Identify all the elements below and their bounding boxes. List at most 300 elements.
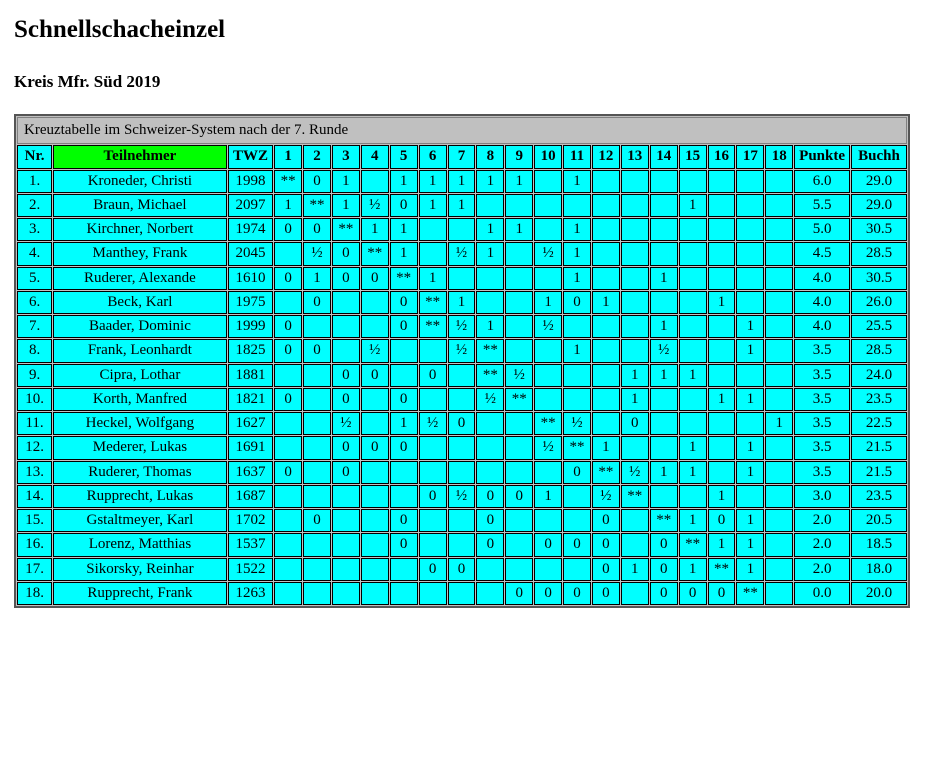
column-header-round-16: 16: [708, 145, 736, 168]
cell-result: 1: [274, 194, 302, 217]
cell-buchholz: 28.5: [851, 339, 907, 362]
cell-result: 1: [650, 315, 678, 338]
table-row: [17, 436, 907, 459]
cell-result: 0: [390, 533, 418, 556]
cell-result: ½: [505, 364, 533, 387]
cell-points: 4.0: [794, 315, 850, 338]
cell-result: [736, 170, 764, 193]
cell-result: 1: [390, 242, 418, 265]
cell-points: 3.5: [794, 339, 850, 362]
cell-result: [736, 412, 764, 435]
crosstable-caption: Kreuztabelle im Schweizer-System nach der 7. Runde: [17, 117, 907, 144]
cell-result: [303, 461, 331, 484]
cell-player-name: Kirchner, Norbert: [53, 218, 227, 241]
cell-twz: 1637: [228, 461, 273, 484]
cell-result: 0: [419, 558, 447, 581]
cell-twz: 1691: [228, 436, 273, 459]
cell-result: **: [708, 558, 736, 581]
cell-result: 0: [621, 412, 649, 435]
cell-result: [621, 509, 649, 532]
column-header-name: Teilnehmer: [53, 145, 227, 168]
cell-player-name: Beck, Karl: [53, 291, 227, 314]
cell-result: **: [419, 291, 447, 314]
cell-result: 1: [563, 170, 591, 193]
cell-buchholz: 26.0: [851, 291, 907, 314]
cell-result: ½: [534, 315, 562, 338]
cell-result: [650, 242, 678, 265]
cell-result: [448, 436, 476, 459]
cell-result: 1: [708, 485, 736, 508]
table-row: [17, 339, 907, 362]
cell-result: [534, 388, 562, 411]
cell-result: [274, 558, 302, 581]
cell-result: [274, 509, 302, 532]
cell-rank: 10.: [17, 388, 52, 411]
cell-result: [650, 388, 678, 411]
cell-result: 0: [390, 436, 418, 459]
cell-result: 1: [679, 436, 707, 459]
cell-result: [765, 170, 793, 193]
cell-result: 0: [332, 242, 360, 265]
cell-result: [534, 267, 562, 290]
cell-result: [361, 291, 389, 314]
table-row: [17, 315, 907, 338]
cell-buchholz: 28.5: [851, 242, 907, 265]
cell-result: [563, 388, 591, 411]
column-header-round-7: 7: [448, 145, 476, 168]
cell-player-name: Ruderer, Thomas: [53, 461, 227, 484]
cell-result: [361, 315, 389, 338]
cell-result: [708, 461, 736, 484]
cell-result: [534, 339, 562, 362]
cell-result: [419, 218, 447, 241]
cell-points: 3.5: [794, 436, 850, 459]
cell-result: 1: [563, 242, 591, 265]
column-header-round-17: 17: [736, 145, 764, 168]
cell-result: 0: [476, 533, 504, 556]
cell-result: 0: [563, 582, 591, 605]
cell-player-name: Korth, Manfred: [53, 388, 227, 411]
cell-rank: 14.: [17, 485, 52, 508]
cell-result: 1: [621, 364, 649, 387]
cell-result: 0: [448, 558, 476, 581]
cell-result: 0: [361, 436, 389, 459]
cell-points: 3.0: [794, 485, 850, 508]
cell-result: [534, 509, 562, 532]
cell-buchholz: 21.5: [851, 436, 907, 459]
crosstable: [16, 116, 908, 606]
cell-result: [361, 533, 389, 556]
cell-result: 1: [621, 558, 649, 581]
cell-result: 0: [274, 218, 302, 241]
cell-result: [592, 267, 620, 290]
cell-result: [505, 461, 533, 484]
table-row: [17, 558, 907, 581]
cell-points: 5.0: [794, 218, 850, 241]
cell-result: [476, 291, 504, 314]
cell-result: **: [419, 315, 447, 338]
cell-result: [361, 509, 389, 532]
cell-result: [303, 364, 331, 387]
cell-result: ½: [534, 242, 562, 265]
cell-result: [448, 461, 476, 484]
cell-result: [448, 364, 476, 387]
cell-result: [274, 582, 302, 605]
cell-result: [592, 170, 620, 193]
column-header-round-4: 4: [361, 145, 389, 168]
cell-result: 1: [736, 436, 764, 459]
cell-result: [765, 291, 793, 314]
cell-result: [390, 582, 418, 605]
cell-result: [505, 339, 533, 362]
cell-result: [361, 388, 389, 411]
cell-player-name: Mederer, Lukas: [53, 436, 227, 459]
cell-result: [534, 194, 562, 217]
table-row: [17, 485, 907, 508]
crosstable-header-row: [17, 145, 907, 168]
cell-points: 3.5: [794, 364, 850, 387]
cell-twz: 1537: [228, 533, 273, 556]
cell-result: [332, 558, 360, 581]
cell-result: [505, 194, 533, 217]
cell-result: [621, 533, 649, 556]
cell-result: [448, 509, 476, 532]
cell-player-name: Frank, Leonhardt: [53, 339, 227, 362]
cell-result: 1: [736, 388, 764, 411]
cell-result: 1: [419, 170, 447, 193]
cell-result: 0: [390, 388, 418, 411]
cell-result: 1: [736, 339, 764, 362]
cell-result: [765, 558, 793, 581]
cell-result: ½: [448, 242, 476, 265]
column-header-round-14: 14: [650, 145, 678, 168]
cell-buchholz: 20.5: [851, 509, 907, 532]
cell-result: 0: [361, 364, 389, 387]
cell-result: [534, 218, 562, 241]
cell-result: 0: [274, 388, 302, 411]
cell-result: [650, 412, 678, 435]
cell-result: 0: [650, 533, 678, 556]
cell-buchholz: 29.0: [851, 194, 907, 217]
cell-result: 1: [332, 194, 360, 217]
cell-result: [708, 315, 736, 338]
cell-result: [476, 461, 504, 484]
cell-result: [505, 242, 533, 265]
cell-result: [708, 412, 736, 435]
cell-points: 2.0: [794, 509, 850, 532]
cell-result: ½: [419, 412, 447, 435]
cell-result: 0: [390, 315, 418, 338]
cell-result: [765, 267, 793, 290]
cell-rank: 11.: [17, 412, 52, 435]
cell-result: [534, 461, 562, 484]
cell-result: [765, 194, 793, 217]
table-row: [17, 267, 907, 290]
cell-result: ½: [592, 485, 620, 508]
table-row: [17, 533, 907, 556]
cell-twz: 1825: [228, 339, 273, 362]
cell-result: 0: [563, 291, 591, 314]
cell-points: 4.5: [794, 242, 850, 265]
column-header-round-6: 6: [419, 145, 447, 168]
cell-result: 1: [419, 267, 447, 290]
column-header-round-11: 11: [563, 145, 591, 168]
cell-result: [274, 242, 302, 265]
cell-result: 0: [390, 194, 418, 217]
cell-twz: 1821: [228, 388, 273, 411]
cell-result: [679, 267, 707, 290]
cell-result: 1: [736, 315, 764, 338]
cell-result: 1: [679, 558, 707, 581]
table-row: [17, 218, 907, 241]
cell-rank: 5.: [17, 267, 52, 290]
cell-result: **: [679, 533, 707, 556]
cell-result: 1: [505, 218, 533, 241]
cell-buchholz: 23.5: [851, 388, 907, 411]
cell-result: [419, 533, 447, 556]
cell-result: [332, 533, 360, 556]
cell-buchholz: 21.5: [851, 461, 907, 484]
cell-result: [303, 436, 331, 459]
cell-rank: 8.: [17, 339, 52, 362]
cell-result: 0: [361, 267, 389, 290]
cell-result: **: [361, 242, 389, 265]
cell-twz: 1975: [228, 291, 273, 314]
cell-player-name: Baader, Dominic: [53, 315, 227, 338]
cell-result: [708, 218, 736, 241]
cell-result: [592, 412, 620, 435]
cell-result: [679, 242, 707, 265]
cell-result: 0: [303, 291, 331, 314]
cell-rank: 13.: [17, 461, 52, 484]
crosstable-container: [14, 114, 910, 608]
cell-result: 1: [679, 364, 707, 387]
cell-result: 0: [274, 315, 302, 338]
column-header-round-13: 13: [621, 145, 649, 168]
cell-result: 1: [303, 267, 331, 290]
cell-result: 0: [303, 509, 331, 532]
cell-result: 0: [679, 582, 707, 605]
cell-result: [361, 461, 389, 484]
cell-result: 1: [736, 533, 764, 556]
cell-result: [621, 267, 649, 290]
cell-rank: 9.: [17, 364, 52, 387]
cell-result: 1: [736, 558, 764, 581]
cell-result: [274, 412, 302, 435]
cell-result: [765, 315, 793, 338]
cell-result: [736, 267, 764, 290]
cell-result: [765, 339, 793, 362]
cell-player-name: Braun, Michael: [53, 194, 227, 217]
cell-twz: 2045: [228, 242, 273, 265]
cell-result: **: [736, 582, 764, 605]
table-row: [17, 364, 907, 387]
cell-result: [708, 170, 736, 193]
cell-rank: 16.: [17, 533, 52, 556]
cell-result: ½: [332, 412, 360, 435]
cell-player-name: Ruderer, Alexande: [53, 267, 227, 290]
cell-result: 0: [332, 364, 360, 387]
cell-result: [476, 582, 504, 605]
cell-result: 1: [650, 461, 678, 484]
cell-result: [592, 218, 620, 241]
cell-result: ½: [621, 461, 649, 484]
cell-result: [765, 461, 793, 484]
cell-twz: 1522: [228, 558, 273, 581]
cell-twz: 1974: [228, 218, 273, 241]
cell-result: [419, 461, 447, 484]
cell-result: [332, 582, 360, 605]
cell-player-name: Gstaltmeyer, Karl: [53, 509, 227, 532]
cell-result: ½: [448, 485, 476, 508]
cell-result: [505, 412, 533, 435]
cell-result: [390, 485, 418, 508]
cell-result: **: [621, 485, 649, 508]
cell-buchholz: 24.0: [851, 364, 907, 387]
cell-result: [361, 558, 389, 581]
cell-result: 1: [505, 170, 533, 193]
cell-result: 0: [303, 170, 331, 193]
cell-result: 1: [534, 485, 562, 508]
cell-result: 1: [736, 509, 764, 532]
cell-result: [765, 485, 793, 508]
cell-result: 0: [303, 339, 331, 362]
cell-result: 0: [563, 461, 591, 484]
cell-result: [592, 388, 620, 411]
table-row: [17, 242, 907, 265]
cell-result: [361, 582, 389, 605]
cell-result: [534, 364, 562, 387]
cell-result: [765, 364, 793, 387]
cell-result: [419, 242, 447, 265]
column-header-round-9: 9: [505, 145, 533, 168]
cell-buchholz: 29.0: [851, 170, 907, 193]
cell-result: [679, 170, 707, 193]
cell-result: 0: [332, 436, 360, 459]
column-header-nr: Nr.: [17, 145, 52, 168]
cell-buchholz: 30.5: [851, 218, 907, 241]
cell-result: ½: [534, 436, 562, 459]
cell-result: [563, 364, 591, 387]
cell-result: **: [274, 170, 302, 193]
cell-result: [650, 194, 678, 217]
column-header-points: Punkte: [794, 145, 850, 168]
cell-player-name: Cipra, Lothar: [53, 364, 227, 387]
cell-result: [534, 170, 562, 193]
cell-result: ½: [563, 412, 591, 435]
column-header-round-3: 3: [332, 145, 360, 168]
cell-result: [332, 485, 360, 508]
cell-result: [563, 194, 591, 217]
cell-rank: 12.: [17, 436, 52, 459]
column-header-round-2: 2: [303, 145, 331, 168]
cell-result: 0: [419, 364, 447, 387]
cell-result: 0: [274, 267, 302, 290]
cell-result: [419, 582, 447, 605]
cell-result: 0: [390, 509, 418, 532]
cell-result: 1: [679, 194, 707, 217]
cell-result: [563, 509, 591, 532]
cell-result: **: [303, 194, 331, 217]
cell-result: [765, 582, 793, 605]
cell-buchholz: 30.5: [851, 267, 907, 290]
cell-result: 1: [448, 291, 476, 314]
cell-result: 1: [390, 218, 418, 241]
cell-rank: 4.: [17, 242, 52, 265]
column-header-round-5: 5: [390, 145, 418, 168]
cell-result: [332, 315, 360, 338]
cell-result: 1: [476, 242, 504, 265]
cell-twz: 1999: [228, 315, 273, 338]
cell-result: 1: [679, 461, 707, 484]
cell-result: [448, 267, 476, 290]
cell-result: [621, 582, 649, 605]
cell-result: [448, 218, 476, 241]
cell-result: [621, 242, 649, 265]
crosstable-caption-row: [17, 117, 907, 144]
cell-result: [505, 533, 533, 556]
column-header-round-1: 1: [274, 145, 302, 168]
cell-result: 1: [592, 436, 620, 459]
cell-result: [708, 242, 736, 265]
cell-result: 0: [476, 509, 504, 532]
cell-result: **: [650, 509, 678, 532]
cell-buchholz: 20.0: [851, 582, 907, 605]
cell-result: [361, 170, 389, 193]
cell-result: ½: [303, 242, 331, 265]
cell-result: [419, 388, 447, 411]
cell-result: [592, 339, 620, 362]
cell-result: [534, 558, 562, 581]
cell-result: **: [390, 267, 418, 290]
cell-rank: 15.: [17, 509, 52, 532]
column-header-round-8: 8: [476, 145, 504, 168]
cell-result: [505, 436, 533, 459]
cell-result: [303, 533, 331, 556]
cell-points: 0.0: [794, 582, 850, 605]
cell-result: ½: [361, 194, 389, 217]
cell-buchholz: 25.5: [851, 315, 907, 338]
cell-result: [361, 412, 389, 435]
cell-result: 1: [650, 267, 678, 290]
cell-result: [650, 170, 678, 193]
page-title: Schnellschacheinzel: [14, 16, 226, 43]
cell-result: 0: [708, 582, 736, 605]
cell-points: 4.0: [794, 291, 850, 314]
cell-result: 1: [563, 218, 591, 241]
cell-result: [332, 509, 360, 532]
cell-result: 1: [476, 315, 504, 338]
cell-result: [476, 436, 504, 459]
cell-result: [303, 558, 331, 581]
cell-player-name: Sikorsky, Reinhar: [53, 558, 227, 581]
cell-result: [476, 194, 504, 217]
cell-result: [650, 218, 678, 241]
cell-result: [650, 485, 678, 508]
cell-result: [274, 436, 302, 459]
cell-points: 3.5: [794, 388, 850, 411]
cell-points: 5.5: [794, 194, 850, 217]
cell-result: 0: [476, 485, 504, 508]
cell-buchholz: 18.0: [851, 558, 907, 581]
cell-result: [390, 461, 418, 484]
cell-rank: 18.: [17, 582, 52, 605]
cell-rank: 6.: [17, 291, 52, 314]
cell-result: [679, 218, 707, 241]
cell-result: [419, 436, 447, 459]
cell-result: **: [505, 388, 533, 411]
table-row: [17, 170, 907, 193]
